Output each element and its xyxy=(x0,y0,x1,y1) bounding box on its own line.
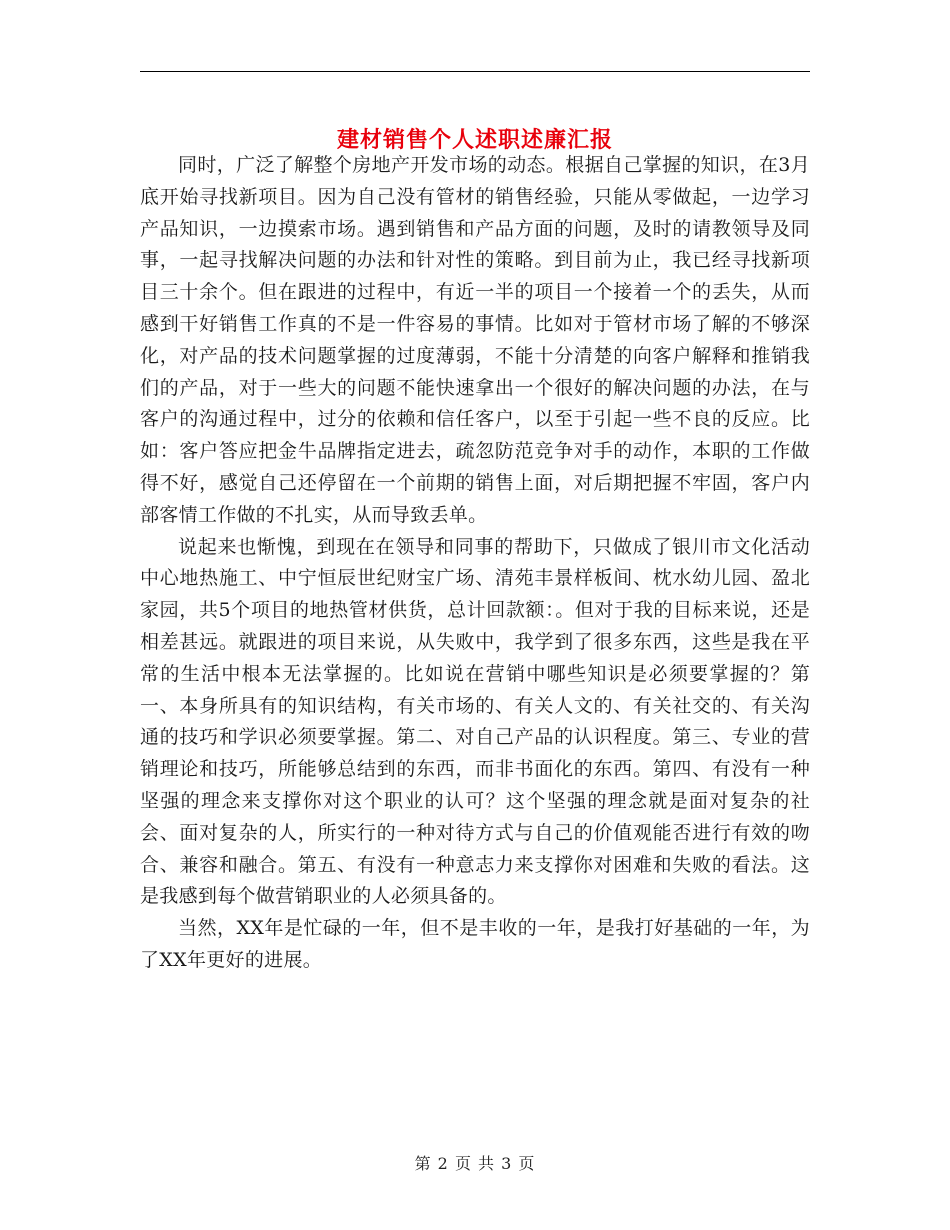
document-body xyxy=(140,150,810,977)
page-number-footer: 第 2 页 共 3 页 xyxy=(414,1154,536,1173)
body-paragraph-2: 说起来也惭愧，到现在在领导和同事的帮助下，只做成了银川市文化活动中心地热施工、中宁恒辰世纪财宝广场、清苑丰景样板间、枕水幼儿园、盈北家园，共5个项目的地热管材供货，总计回款额：。但对于我的目标来说，还是相差甚远。就跟进的项目来说，从失败中，我学到了很多东西，这些是我在平常的生活中根本无法掌握的。比如说在营销中哪些知识是必须要掌握的？第一、本身所具有的知识结构，有关市场的、有关人文的、有关社交的、有关沟通的技巧和学识必须要掌握。第二、对自己产品的认识程度。第三、专业的营销理论和技巧，所能够总结到的东西，而非书面化的东西。第四、有没有一种坚强的理念来支撑你对这个职业的认可？这个坚强的理念就是面对复杂的社会、面对复杂的人，所实行的一种对待方式与自己的价值观能否进行有效的吻合、兼容和融合。第五、有没有一种意志力来支撑你对困难和失败的看法。这是我感到每个做营销职业的人必须具备的。 xyxy=(140,535,810,908)
header-rule xyxy=(140,71,810,72)
body-paragraph-3: 当然，XX年是忙碌的一年，但不是丰收的一年，是我打好基础的一年，为了XX年更好的进展。 xyxy=(140,917,810,971)
body-paragraph-1: 同时，广泛了解整个房地产开发市场的动态。根据自己掌握的知识，在3月底开始寻找新项目。因为自己没有管材的销售经验，只能从零做起，一边学习产品知识，一边摸索市场。遇到销售和产品方面的问题，及时的请教领导及同事，一起寻找解决问题的办法和针对性的策略。到目前为止，我已经寻找新项目三十余个。但在跟进的过程中，有近一半的项目一个接着一个的丢失，从而感到干好销售工作真的不是一件容易的事情。比如对于管材市场了解的不够深化，对产品的技术问题掌握的过度薄弱，不能十分清楚的向客户解释和推销我们的产品，对于一些大的问题不能快速拿出一个很好的解决问题的办法，在与客户的沟通过程中，过分的依赖和信任客户，以至于引起一些不良的反应。比如：客户答应把金牛品牌指定进去，疏忽防范竞争对手的动作，本职的工作做得不好，感觉自己还停留在一个前期的销售上面，对后期把握不牢固，客户内部客情工作做的不扎实，从而导致丢单。 xyxy=(140,154,810,526)
document-title: 建材销售个人述职述廉汇报 xyxy=(336,126,613,153)
